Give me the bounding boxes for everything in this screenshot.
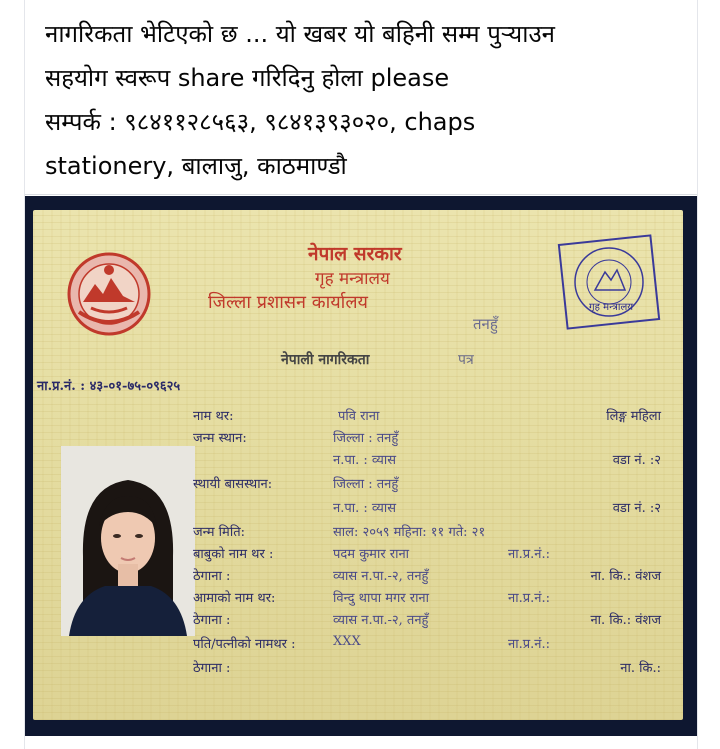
field-value: न.पा. : व्यास [333, 453, 397, 468]
field-right-value: ना. कि.: वंशज [590, 613, 661, 628]
district-office-stamp-icon [555, 230, 663, 332]
field-right-value: लिङ्ग महिला [606, 409, 661, 424]
citizenship-card [33, 210, 683, 720]
header-government: नेपाल सरकार [308, 243, 402, 265]
header-district-office: जिल्ला प्रशासन कार्यालय [208, 292, 368, 313]
holder-portrait-icon [61, 446, 195, 636]
card-title: नेपाली नागरिकता [281, 352, 370, 368]
field-label: बाबुको नाम थर : [193, 547, 274, 562]
field-label: ठेगाना : [193, 613, 231, 628]
field-value: जिल्ला : तनहुँ [333, 431, 399, 446]
field-label: पति/पत्नीको नामथर : [193, 637, 296, 652]
field-value: विन्दु थापा मगर राना [333, 591, 430, 606]
field-label: जन्म स्थान: [193, 431, 247, 446]
header-ministry: गृह मन्त्रालय [315, 269, 390, 289]
field-label: जन्म मिति: [193, 525, 245, 540]
field-value: व्यास न.पा.-२, तनहुँ [333, 613, 429, 628]
post-line-4: stationery, बालाजु, काठमाण्डौ [45, 152, 347, 180]
field-value: न.पा. : व्यास [333, 501, 397, 516]
stamp-text: गृह मन्त्रालय [589, 302, 634, 313]
field-label: ठेगाना : [193, 661, 231, 676]
field-value: साल: २०५९ महिना: ११ गते: २१ [333, 525, 486, 540]
holder-photo [61, 446, 195, 636]
citizenship-number: ना.प्र.नं. : ४३-०१-७५-०९६२५ [37, 379, 181, 394]
post-line-2: सहयोग स्वरूप share गरिदिनु होला please [45, 64, 450, 92]
post-text [45, 12, 685, 188]
field-right-value: ना. कि.: [620, 661, 661, 676]
nepal-emblem-icon [65, 250, 153, 338]
field-value: पदम कुमार राना [333, 547, 410, 562]
field-value: XXX [333, 634, 361, 649]
field-value: जिल्ला : तनहुँ [333, 477, 399, 492]
field-citizenship-ref: ना.प्र.नं.: [508, 637, 550, 652]
post-divider [25, 194, 697, 195]
field-label: आमाको नाम थर: [193, 591, 276, 606]
post-line-3: सम्पर्क : ९८४११२८५६३, ९८४१३९३०२०, chaps [45, 108, 476, 136]
field-citizenship-ref: ना.प्र.नं.: [508, 591, 550, 606]
field-citizenship-ref: ना.प्र.नं.: [508, 547, 550, 562]
post-photo[interactable] [25, 196, 697, 736]
card-title-tail: पत्र [458, 352, 474, 368]
field-label: स्थायी बासस्थान: [193, 477, 273, 492]
facebook-post [24, 0, 698, 749]
field-right-value: ना. कि.: वंशज [590, 569, 661, 584]
header-district: तनहुँ [473, 315, 498, 333]
post-line-1: नागरिकता भेटिएको छ ... यो खबर यो बहिनी सम्म पुऱ्याउन [45, 20, 555, 48]
field-label: नाम थर: [193, 409, 234, 424]
field-right-value: वडा नं. :२ [612, 453, 661, 468]
field-value: व्यास न.पा.-२, तनहुँ [333, 569, 429, 584]
field-right-value: वडा नं. :२ [612, 501, 661, 516]
field-value: पवि राना [338, 409, 380, 424]
field-label: ठेगाना : [193, 569, 231, 584]
